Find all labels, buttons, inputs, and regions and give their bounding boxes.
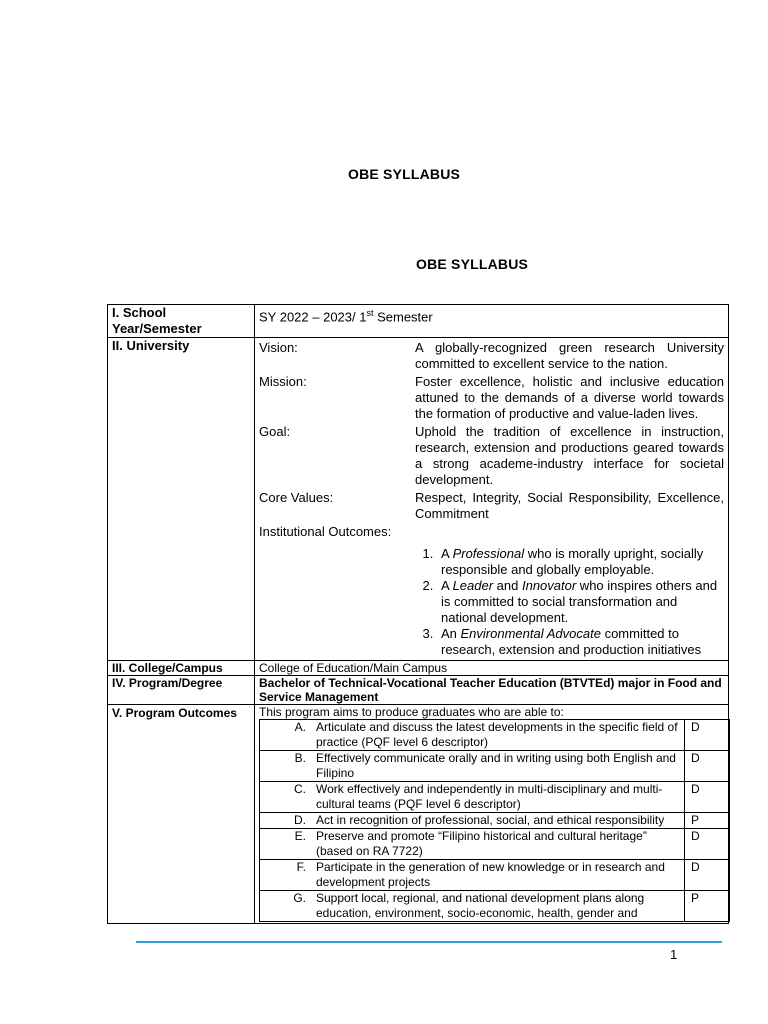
- school-year-value: SY 2022 – 2023/ 1st Semester: [255, 305, 729, 338]
- core-values-label: Core Values:: [259, 490, 334, 505]
- page-number: 1: [670, 947, 678, 962]
- outcome-code: P: [685, 813, 730, 829]
- institutional-outcomes-list: [259, 546, 724, 658]
- vision-block: [259, 340, 724, 372]
- list-item: 2. A Leader and Innovator who inspires others and is committed to social transformation and national development.: [437, 578, 720, 626]
- mission-label: Mission:: [259, 374, 307, 389]
- table-row: [260, 720, 730, 751]
- program-outcomes-table: [259, 719, 730, 922]
- college-row: [108, 661, 729, 676]
- university-details: [255, 338, 729, 661]
- table-row: [260, 813, 730, 829]
- outcomes-row: [108, 705, 729, 924]
- outcome-letter: F.: [260, 860, 315, 891]
- outcome-text: Effectively communicate orally and in writing using both English and Filipino: [314, 751, 685, 782]
- footer-rule: [136, 941, 722, 943]
- goal-label: Goal:: [259, 424, 291, 439]
- outcome-text: Participate in the generation of new knowledge or in research and development projects: [314, 860, 685, 891]
- outcome-letter: C.: [260, 782, 315, 813]
- outcome-letter: D.: [260, 813, 315, 829]
- outcome-text: Support local, regional, and national development plans along education, environment, socio-economic, health, gender and: [314, 891, 685, 922]
- outcome-code: D: [685, 782, 730, 813]
- outcome-text: Work effectively and independently in multi-disciplinary and multi-cultural teams (PQF level 6 descriptor): [314, 782, 685, 813]
- page-title: OBE SYLLABUS: [348, 166, 461, 182]
- institutional-outcomes-block: [259, 524, 724, 540]
- table-row: [260, 829, 730, 860]
- table-row: [260, 860, 730, 891]
- school-year-row: [108, 305, 729, 338]
- syllabus-table: [107, 304, 729, 924]
- core-values-block: [259, 490, 724, 522]
- university-row: [108, 338, 729, 661]
- outcome-code: D: [685, 860, 730, 891]
- institutional-outcomes-label: Institutional Outcomes:: [259, 524, 392, 539]
- university-label: II. University: [108, 338, 255, 661]
- list-item: 3. An Environmental Advocate committed to research, extension and production initiatives: [437, 626, 720, 658]
- outcome-text: Articulate and discuss the latest developments in the specific field of practice (PQF level 6 descriptor): [314, 720, 685, 751]
- mission-text: Foster excellence, holistic and inclusive education attuned to the demands of a diverse world towards the formation of productive and value-laden lives.: [415, 374, 724, 421]
- outcome-letter: A.: [260, 720, 315, 751]
- vision-text: A globally-recognized green research University committed to excellent service to the nation.: [415, 340, 724, 371]
- table-row: [260, 891, 730, 922]
- outcomes-label: V. Program Outcomes: [108, 705, 255, 924]
- outcome-text: Act in recognition of professional, social, and ethical responsibility: [314, 813, 685, 829]
- outcome-letter: B.: [260, 751, 315, 782]
- college-label: III. College/Campus: [108, 661, 255, 676]
- school-year-label: I. School Year/Semester: [108, 305, 255, 338]
- table-row: [260, 782, 730, 813]
- list-item: 1. A Professional who is morally upright, socially responsible and globally employable.: [437, 546, 720, 578]
- outcome-code: D: [685, 751, 730, 782]
- outcomes-cell: [255, 705, 729, 924]
- vision-label: Vision:: [259, 340, 298, 355]
- program-label: IV. Program/Degree: [108, 676, 255, 705]
- outcomes-intro: This program aims to produce graduates who are able to:: [259, 705, 564, 719]
- college-value: College of Education/Main Campus: [255, 661, 729, 676]
- outcome-text: Preserve and promote “Filipino historical and cultural heritage” (based on RA 7722): [314, 829, 685, 860]
- outcome-code: D: [685, 829, 730, 860]
- page-subtitle: OBE SYLLABUS: [416, 256, 529, 272]
- outcome-code: D: [685, 720, 730, 751]
- goal-block: [259, 424, 724, 488]
- core-values-text: Respect, Integrity, Social Responsibility, Excellence, Commitment: [415, 490, 724, 521]
- table-row: [260, 751, 730, 782]
- program-row: [108, 676, 729, 705]
- goal-text: Uphold the tradition of excellence in instruction, research, extension and productions geared towards a strong academe-industry interface for societal development.: [415, 424, 724, 487]
- program-value: Bachelor of Technical-Vocational Teacher Education (BTVTEd) major in Food and Service Management: [255, 676, 729, 705]
- outcome-code: P: [685, 891, 730, 922]
- outcome-letter: G.: [260, 891, 315, 922]
- outcome-letter: E.: [260, 829, 315, 860]
- mission-block: [259, 374, 724, 422]
